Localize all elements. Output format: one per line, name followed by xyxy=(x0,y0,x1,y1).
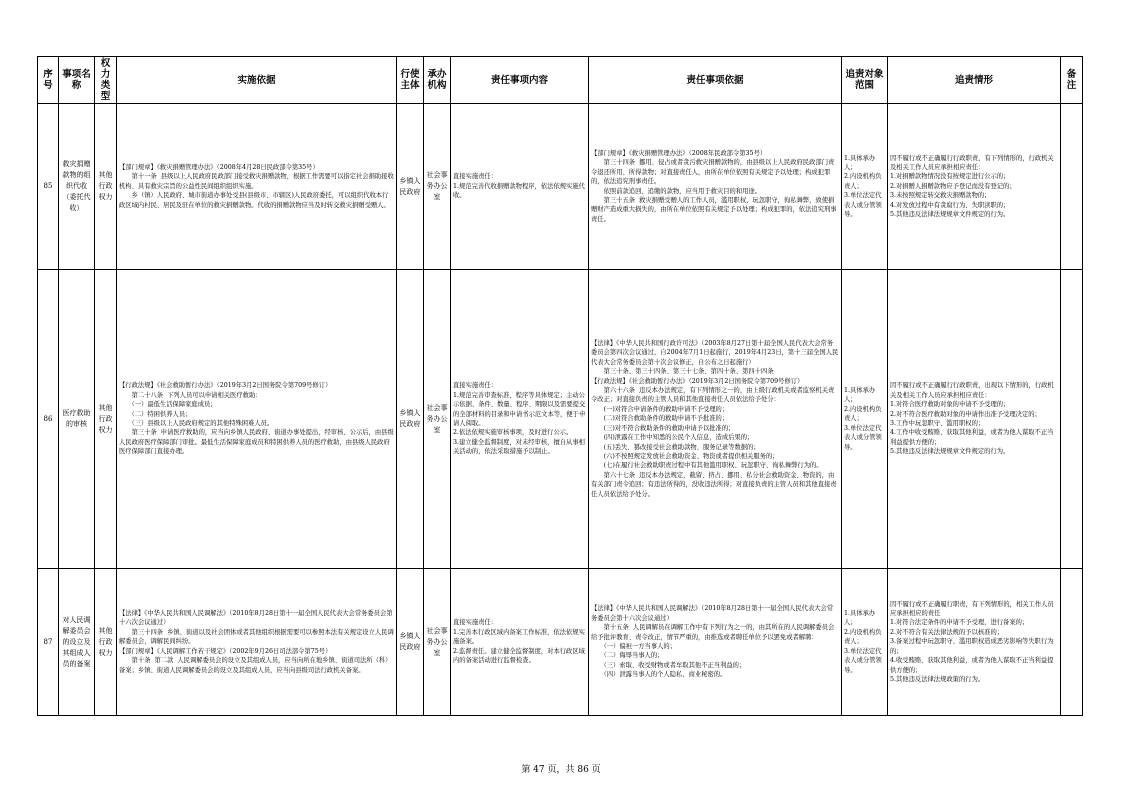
row-remark xyxy=(1061,104,1083,270)
row-power-type: 其他行政权力 xyxy=(95,104,117,270)
header-row xyxy=(38,57,1083,104)
content-text: 直接实施责任： 1.规范完善代收捐赠款物程序，依法依规实施代收。 xyxy=(453,173,585,200)
target-text: 1.具体承办人； 2.内设机构负责人； 3.单位法定代表人或分管领导。 xyxy=(844,610,882,674)
table-row xyxy=(38,569,1083,716)
row-remark xyxy=(1061,569,1083,716)
row-basis xyxy=(117,569,397,716)
target-text: 1.具体承办人； 2.内设机构负责人； 3.单位法定代表人或分管领导。 xyxy=(844,154,882,219)
row-subject: 乡镇人民政府 xyxy=(397,569,424,716)
header-name: 事项名称 xyxy=(59,57,95,104)
header-situation: 追责情形 xyxy=(888,57,1061,104)
row-content xyxy=(451,270,589,569)
row-item-name: 医疗救助的审核 xyxy=(59,270,95,569)
row-org: 社会事务办公室 xyxy=(424,104,451,270)
row-content xyxy=(451,104,589,270)
row-num: 85 xyxy=(38,104,59,270)
row-item-name: 救灾捐赠款物的组织代收（委托代收） xyxy=(59,104,95,270)
row-num: 86 xyxy=(38,270,59,569)
row-subject: 乡镇人民政府 xyxy=(397,270,424,569)
row-power-type: 其他行政权力 xyxy=(95,569,117,716)
header-org: 承办机构 xyxy=(424,57,451,104)
page-footer: 第 47 页，共 86 页 xyxy=(521,765,601,775)
row-target xyxy=(842,270,888,569)
header-resp-basis: 责任事项依据 xyxy=(589,57,842,104)
resp-basis-text: 【法律】《中华人民共和国行政许可法》（2003年8月27日第十届全国人民代表大会常务委员会第四次会议通过，自2004年7月1日起施行，2019年4月23日，第十三届全国人民代表大会常务委员会第十次会议修正，自公布之日起施行） 第三十条、第三十四条、第三十七条、第四十条、第四十四条 【行政法规】《社会救助暂行办法》（2019年3月2日国务院令第709号修订） 第六十六条 违反本办法规定，有下列情形之一的，由上级行政机关或者监察机关责令改正；对直接负责的主管人员和其他直接责任人员依法给予处分： (一)对符合申请条件的救助申请不予受理的； (二)对符合救助条件的救助申请不予批准的； (三)对不符合救助条件的救助申请予以批准的； (四)泄露在工作中知悉的公民个人信息，造成后果的； (五)丢失、篡改接受社会救助款物、服务记录等数据的； (六)不按照规定发放社会救助资金、物资或者提供相关服务的； (七)在履行社会救助职责过程中有其他滥用职权、玩忽职守、徇私舞弊行为的。 第六十七条 违反本办法规定，截留、挤占、挪用、私分社会救助资金、物资的，由有关部门责令追回；有违法所得的，没收违法所得；对直接负责的主管人员和其他直接责任人员依法给予处分。 xyxy=(591,340,839,498)
row-target xyxy=(842,569,888,716)
resp-basis-text: 【法律】《中华人民共和国人民调解法》（2010年8月28日第十一届全国人民代表大会常务委员会第十六次会议通过） 第十五条 人民调解员在调解工作中有下列行为之一的，由其所在的人民调解委员会给予批评教育、责令改正，情节严重的，由推选或者聘任单位予以罢免或者解聘： （一）偏袒一方当事人的； （二）侮辱当事人的； （三）索取、收受财物或者牟取其他不正当利益的； （四）泄露当事人的个人隐私、商业秘密的。 xyxy=(591,605,835,679)
header-basis: 实施依据 xyxy=(117,57,397,104)
responsibility-table xyxy=(37,56,1083,716)
row-resp-basis xyxy=(589,569,842,716)
table-row xyxy=(38,104,1083,270)
row-resp-basis xyxy=(589,104,842,270)
situation-text: 因不履行或不正确履行职责，有下列情形的，相关工作人员应承担相应的责任 1.对符合法定条件的申请不予受理，进行备案的； 2.对不符合有关法律法规的予以核准的； 3.备案过程中玩忽职守、滥用职权造成恶劣影响等失职行为的； 4.收受贿赂、获取其他利益，或者为他人谋取不正当利益提供方便的； 5.其他违反法律法规政策的行为。 xyxy=(890,600,1054,683)
resp-basis-text: 【部门规章】《救灾捐赠管理办法》（2008年民政部令第35号） 第三十四条 挪用、侵占或者贪污救灾捐赠款物的，由县级以上人民政府民政部门责令退还所用、所得款物；对直接责任人，由所在单位依照有关规定予以处理；构成犯罪的，依法追究刑事责任。 依照前款追回、追缴的款物，应当用于救灾目的和用途。 第三十五条 救灾捐赠受赠人的工作人员，滥用职权，玩忽职守，徇私舞弊，致使捐赠财产造成重大损失的，由所在单位依照有关规定予以处理；构成犯罪的，依法追究刑事责任。 xyxy=(591,149,837,223)
target-text: 1.具体承办人； 2.内设机构负责人； 3.单位法定代表人或分管领导。 xyxy=(844,387,882,451)
header-type: 权力类型 xyxy=(95,57,117,104)
row-num: 87 xyxy=(38,569,59,716)
row-content xyxy=(451,569,589,716)
row-situation xyxy=(888,270,1061,569)
row-remark xyxy=(1061,270,1083,569)
row-situation xyxy=(888,104,1061,270)
basis-text: 【部门规章】《救灾捐赠管理办法》（2008年4月28日民政部令第35号） 第十一条 县级以上人民政府民政部门接受救灾捐赠款物，根据工作需要可以指定社会捐助接收机构、具有救灾宗旨的公益性民间组织组织实施。 乡（镇）人民政府、城市街道办事处受县(县级市、市辖区)人民政府委托，可以组织代收本行政区域内村民、居民及驻在单位的救灾捐赠款物。代收的捐赠款物应当及时转交救灾捐赠受赠人。 xyxy=(119,163,394,209)
header-content: 责任事项内容 xyxy=(451,57,589,104)
basis-text: 【法律】《中华人民共和国人民调解法》（2010年8月28日第十一届全国人民代表大会常务委员会第十六次会议通过） 第三十四条 乡镇、街道以及社会团体或者其他组织根据需要可以参照本法有关规定设立人民调解委员会，调解民间纠纷。 【部门规章】《人民调解工作若干规定》（2002年9月26日司法部令第75号） 第十条 第二款 人民调解委员会的设立及其组成人员，应当向所在地乡镇、街道司法所（科）备案；乡镇、街道人民调解委员会的设立及其组成人员，应当向县级司法行政机关备案。 xyxy=(119,610,394,674)
content-text: 直接实施责任： 1.完善本行政区域内备案工作标准，依法依规实施备案。 2.监督责任。建立健全监督制度，对本行政区域内的备案活动进行监督检查。 xyxy=(453,619,585,665)
row-resp-basis xyxy=(589,270,842,569)
row-org: 社会事务办公室 xyxy=(424,569,451,716)
row-power-type: 其他行政权力 xyxy=(95,270,117,569)
row-target xyxy=(842,104,888,270)
row-subject: 乡镇人民政府 xyxy=(397,104,424,270)
situation-text: 因不履行或不正确履行行政职责，有下列情形的，行政机关及相关工作人员应承担相应责任： 1.对捐赠款物情况没有按规定进行公示的； 2.对捐赠人捐赠款物应予登记而没有登记的； 3.未按照规定转交救灾捐赠款物的； 4.对发放过程中有贪腐行为、失职渎职的； 5.其他违反法律法规规章文件规定的行为。 xyxy=(890,154,1054,219)
basis-text: 【行政法规】《社会救助暂行办法》（2019年3月2日国务院令第709号修订） 第二十八条 下列人员可以申请相关医疗救助： （一）最低生活保障家庭成员； （二）特困供养人员； （三）县级以上人民政府规定的其他特殊困难人员。 第三十条 申请医疗救助的，应当向乡镇人民政府、街道办事处提出，经审核、公示后，由县级人民政府医疗保障部门审批。最低生活保障家庭成员和特困供养人员的医疗救助，由县级人民政府医疗保障部门直接办理。 xyxy=(119,382,394,456)
header-remark: 备注 xyxy=(1061,57,1083,104)
row-basis xyxy=(117,270,397,569)
content-text: 直接实施责任： 1.规范完善审查标准、程序等具体规定；主动公示依据、条件、数量、程序、期限以及需要提交的全部材料的目录和申请书示范文本等，便于申请人阅取。 2.依法依规实施审核事项，及时进行公示。 3.建立健全监督制度，对未经审核，擅自从事相关活动的，依法采取措施予以制止。 xyxy=(453,382,586,456)
header-subject: 行使主体 xyxy=(397,57,424,104)
header-target: 追责对象范围 xyxy=(842,57,888,104)
row-basis xyxy=(117,104,397,270)
situation-text: 因不履行或不正确履行行政职责，出现以下情形的，行政机关及相关工作人员应承担相应责任： 1.对符合医疗救助对象的申请不予受理的； 2.对不符合医疗救助对象的申请作出准予受理决定的； 3.工作中玩忽职守、滥用职权的； 4.工作中收受贿赂、获取其他利益，或者为他人谋取不正当利益提供方便的； 5.其他违反法律法规规章文件规定的行为。 xyxy=(890,382,1054,456)
header-num: 序号 xyxy=(38,57,59,104)
row-item-name: 对人民调解委员会的设立及其组成人员的备案 xyxy=(59,569,95,716)
table-row xyxy=(38,270,1083,569)
row-org: 社会事务办公室 xyxy=(424,270,451,569)
row-situation xyxy=(888,569,1061,716)
